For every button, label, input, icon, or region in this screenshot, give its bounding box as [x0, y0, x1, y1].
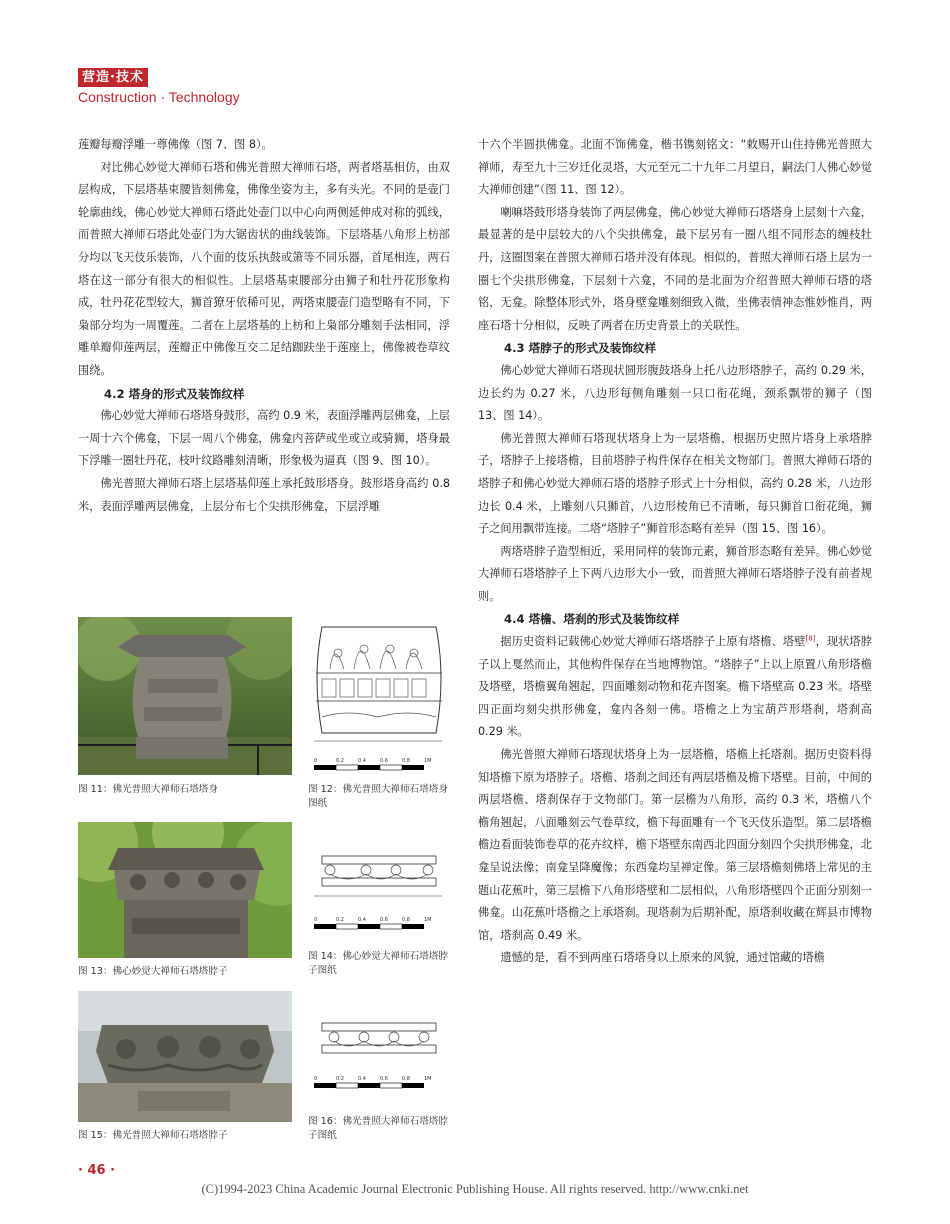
section-heading: 4.3 塔脖子的形式及装饰纹样	[504, 341, 657, 356]
paragraph: 佛光普照大禅师石塔现状塔身上为一层塔檐，根据历史照片塔身上承塔脖子，塔脖子上接塔檐，目前塔脖子构件保存在相关文物部门。普照大禅师石塔的塔脖子和佛心妙觉大禅师石塔的塔脖子形式上十分相似，高约 0.28 米，八边形边长 0.4 米，上雕刻八只狮首，八边形棱角已不清晰，每只狮首口衔花绳，狮子之间用飘带连接。二塔“塔脖子”狮首形态略有差异（图 15、图 16）。	[478, 431, 872, 536]
scale-tick: 0.6	[380, 1076, 388, 1082]
reference-mark[interactable]: [8]	[805, 634, 816, 643]
figure-16-drawing	[308, 1015, 448, 1115]
paragraph: 佛心妙觉大禅师石塔塔身鼓形，高约 0.9 米，表面浮雕两层佛龛，上层一周十六个佛龛，下层一周八个佛龛，佛龛内菩萨或坐或立或骑狮，塔身最下浮雕一圈牡丹花，枝叶纹路雕刻清晰，形象极为逼真（图 9、图 10）。	[78, 409, 450, 468]
scale-tick: 1M	[424, 1076, 432, 1082]
figure-11-caption: 图 11：佛光普照大禅师石塔塔身	[78, 784, 218, 795]
section-title-zh: 营造·技术	[78, 68, 148, 87]
scale-tick: 0.6	[380, 917, 388, 923]
figure-14-caption: 图 14：佛心妙觉大禅师石塔塔脖子图纸	[308, 951, 448, 976]
left-column	[78, 134, 450, 518]
figure-12-caption: 图 12：佛光普照大禅师石塔塔身图纸	[308, 784, 448, 809]
scale-tick: 0	[314, 758, 318, 764]
section-heading: 4.4 塔檐、塔刹的形式及装饰纹样	[504, 612, 680, 627]
paragraph-text: 据历史资料记载佛心妙觉大禅师石塔塔脖子上原有塔檐、塔壁	[500, 635, 806, 649]
paragraph: 莲瓣每瓣浮雕一尊佛像（图 7、图 8）。	[78, 138, 273, 151]
scale-tick: 0	[314, 917, 318, 923]
copyright-footer: (C)1994-2023 China Academic Journal Electronic Publishing House. All rights reserved. http://www.cnki.net	[201, 1182, 749, 1196]
scale-tick: 0.2	[336, 1076, 344, 1082]
paragraph: 佛心妙觉大禅师石塔现状圆形腹鼓塔身上托八边形塔脖子，高约 0.29 米，边长约为 0.27 米，八边形每侧角雕刻一只口衔花绳，颈系飘带的狮子（图 13、图 14）。	[478, 363, 872, 423]
scale-tick: 0.8	[402, 1076, 410, 1082]
scale-tick: 0	[314, 1076, 318, 1082]
paragraph: 遗憾的是，看不到两座石塔塔身以上原来的风貌，通过馆藏的塔檐	[500, 951, 825, 965]
scale-tick: 1M	[424, 917, 432, 923]
scale-tick: 0.8	[402, 917, 410, 923]
scale-tick: 0.4	[358, 1076, 366, 1082]
figure-15-caption: 图 15：佛光普照大禅师石塔塔脖子	[78, 1130, 228, 1141]
figure-13-caption: 图 13：佛心妙觉大禅师石塔塔脖子	[78, 966, 228, 977]
figure-11-photo	[78, 617, 292, 775]
paragraph-text: ，现状塔脖子以上戛然而止，其他构件保存在当地博物馆。“塔脖子”上以上原置八角形塔檐及塔壁，塔檐翼角翘起，四面雕刻动物和花卉图案。檐下塔壁高 0.23 米。塔壁四正面均刻尖拱形佛龛，龛内各刻一佛。塔檐之上为宝葫芦形塔刹，塔刹高 0.29 米。	[478, 635, 872, 739]
figure-12-drawing	[308, 617, 448, 777]
figure-15-photo	[78, 991, 292, 1122]
scale-tick: 0.2	[336, 758, 344, 764]
scale-tick: 0.6	[380, 758, 388, 764]
scale-tick: 0.2	[336, 917, 344, 923]
section-title-en: Construction · Technology	[78, 89, 240, 105]
paragraph: 两塔塔脖子造型相近，采用同样的装饰元素，狮首形态略有差异。佛心妙觉大禅师石塔塔脖子上下两八边形大小一致，而普照大禅师石塔塔脖子没有前者规则。	[478, 544, 872, 603]
page-number: · 46 ·	[78, 1163, 116, 1178]
paragraph: 对比佛心妙觉大禅师石塔和佛光普照大禅师石塔，两者塔基相仿，由双层构成，下层塔基束腰皆刻佛龛，佛像坐姿为主，多有头光。不同的是壶门轮廓曲线，佛心妙觉大禅师石塔此处壶门以中心向两侧延伸成对称的弧线，而普照大禅师石塔此处壶门为大锯齿状的曲线装饰。下层塔基八角形上枋部分均以飞天伎乐装饰，八个面的伎乐执鼓或箫等不同乐器，首尾相连，两石塔在这一部分有很大的相似性。上层塔基束腰部分由狮子和牡丹花形象构成，牡丹花花型较大，狮首獠牙依稀可见，两塔束腰壶门造型略有不同，下枭部分均为一周覆莲。二者在上层塔基的上枋和上枭部分雕刻手法相同，浮雕单瓣仰莲两层，莲瓣正中佛像互交二足结跏趺坐于莲座上，佛像被卷草纹围绕。	[78, 160, 450, 377]
figure-13-photo	[78, 822, 292, 958]
scale-tick: 1M	[424, 758, 432, 764]
scale-tick: 0.8	[402, 758, 410, 764]
scale-tick: 0.4	[358, 917, 366, 923]
paragraph: 佛光普照大禅师石塔现状塔身上为一层塔檐，塔檐上托塔刹。据历史资料得知塔檐下原为塔脖子。塔檐、塔刹之间还有两层塔檐及檐下塔壁。目前，中间的两层塔檐、塔刹保存于文物部门。第一层檐为八角形，高约 0.3 米，塔檐八个檐角翘起，八面雕刻云气卷草纹，檐下每面雕有一个飞天伎乐造型。第二层塔檐檐边看面装饰卷草的花卉纹样，檐下塔壁东南西北四面分刻四个尖拱形佛龛，北龛呈说法像；南龛呈降魔像；东西龛均呈禅定像。第三层塔檐刻佛塔上常见的主题山花蕉叶，第三层檐下八角形塔壁和二层相似，八角形塔壁四个正面分别刻一佛龛。山花蕉叶塔檐之上承塔刹。现塔刹为后期补配，原塔刹收藏在辉县市博物馆，塔刹高 0.49 米。	[478, 748, 872, 942]
paragraph: 十六个半圆拱佛龛。北面不饰佛龛，楷书镌刻铭文：“敕赐开山住持佛光普照大禅师，寿至九十三岁迁化灵塔，大元至元二十九年二月望日，嗣法门人佛心妙觉大禅师创建”（图 11、图 12）。	[478, 138, 872, 197]
figure-14-drawing	[308, 848, 448, 948]
section-heading: 4.2 塔身的形式及装饰纹样	[104, 386, 245, 401]
paragraph: 喇嘛塔鼓形塔身装饰了两层佛龛，佛心妙觉大禅师石塔塔身上层刻十六龛，最显著的是中层较大的八个尖拱佛龛，最下层另有一圈八组不同形态的缠枝牡丹，这圈图案在普照大禅师石塔并没有体现。相似的，普照大禅师石塔上层为一圈七个尖拱形佛龛，下层刻十六龛，不同的是北面为介绍普照大禅师石塔的塔铭，无龛。除整体形式外，塔身壁龛雕刻细致入微，坐佛表情神态惟妙惟肖，两座石塔十分相似，反映了两者在历史背景上的关联性。	[478, 205, 872, 332]
right-column	[478, 134, 872, 970]
paragraph: 佛光普照大禅师石塔上层塔基仰莲上承托鼓形塔身。鼓形塔身高约 0.8 米，表面浮雕两层佛龛，上层分布七个尖拱形佛龛，下层浮雕	[78, 476, 450, 513]
paragraph	[478, 631, 872, 744]
scale-tick: 0.4	[358, 758, 366, 764]
figure-16-caption: 图 16：佛光普照大禅师石塔塔脖子图纸	[308, 1116, 448, 1141]
